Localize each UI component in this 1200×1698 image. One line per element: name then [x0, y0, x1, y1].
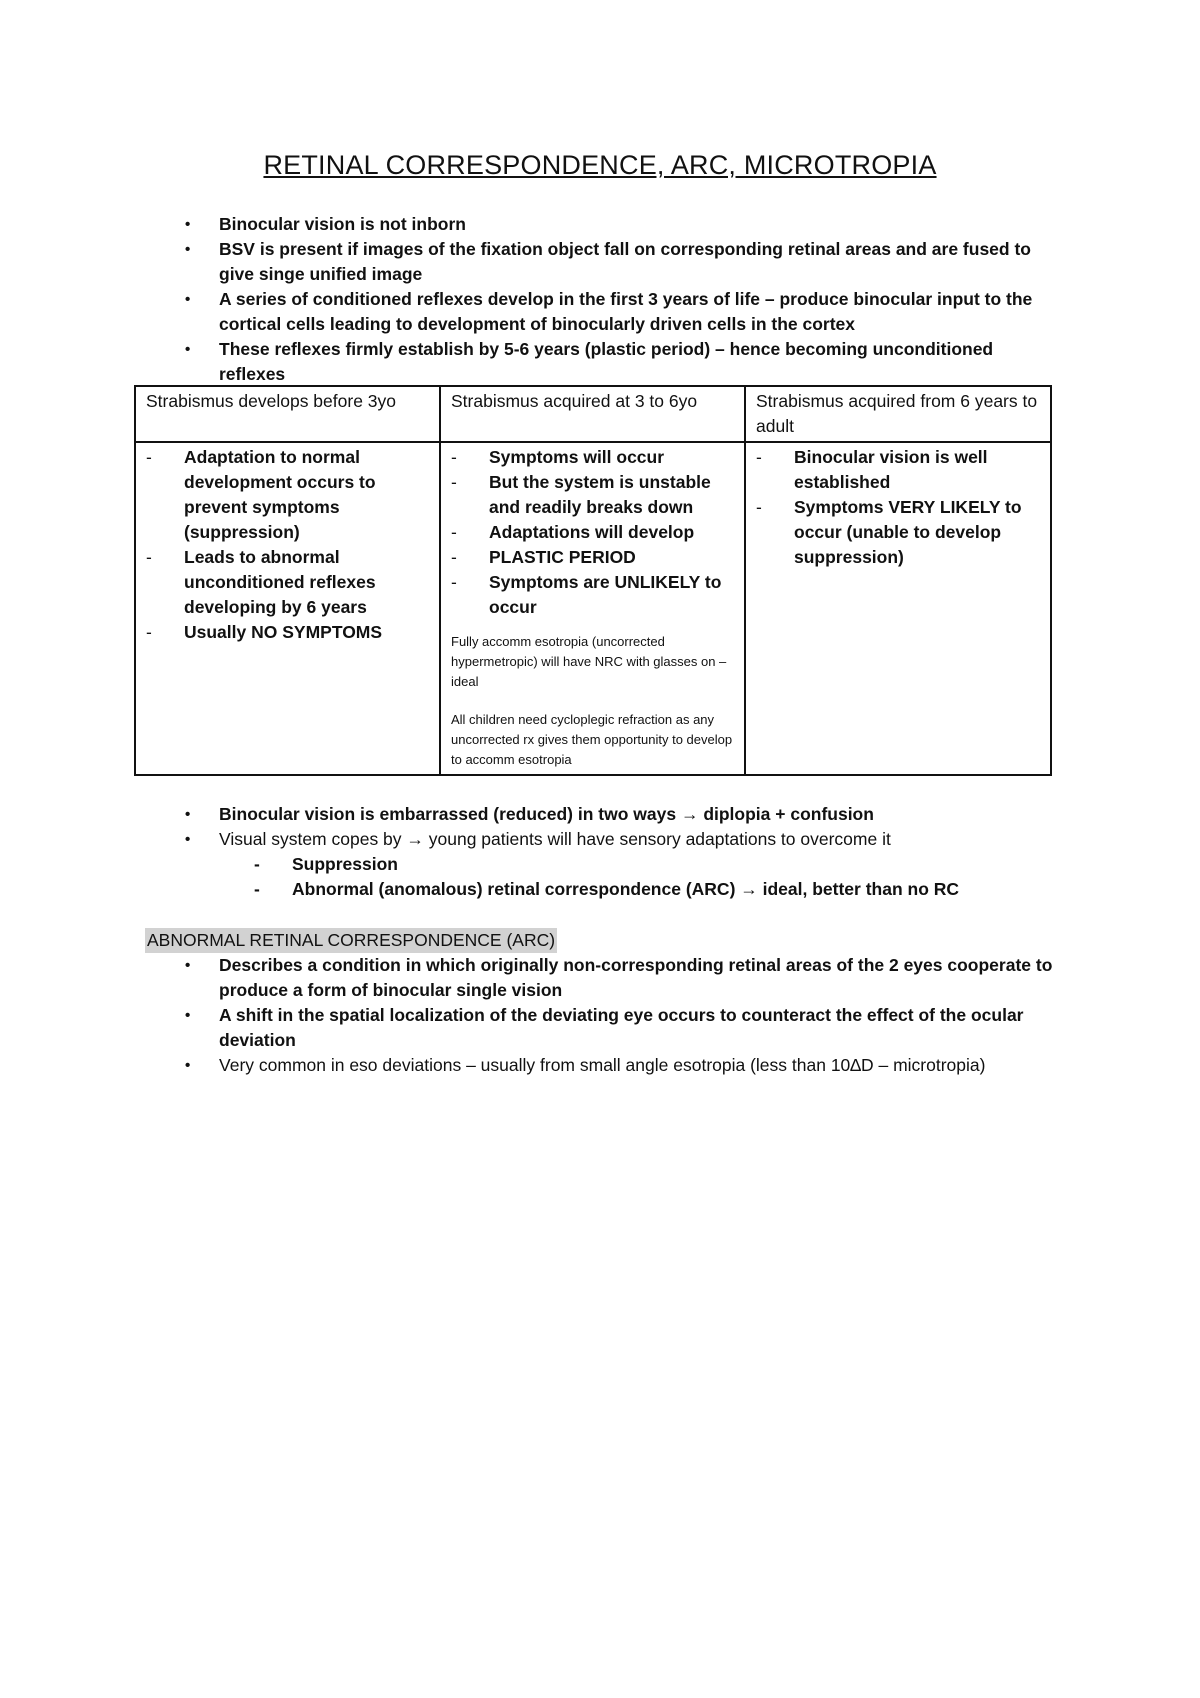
bullet-icon: • — [185, 241, 191, 258]
table-header-cell: Strabismus develops before 3yo — [135, 386, 440, 442]
arc-section-heading: ABNORMAL RETINAL CORRESPONDENCE (ARC) — [145, 928, 557, 953]
list-item: • Visual system copes by → young patients will have sensory adaptations to overcome it — [0, 827, 1200, 852]
list-item: • Binocular vision is embarrassed (reduced) in two ways → diplopia + confusion — [0, 802, 1200, 827]
list-item: • Binocular vision is not inborn — [0, 212, 1200, 237]
list-item: - Leads to abnormal unconditioned reflexes developing by 6 years — [146, 547, 376, 617]
table-cell-6-to-adult — [745, 442, 1051, 775]
arrow-icon: → — [406, 829, 424, 849]
bullet-icon: • — [185, 806, 191, 823]
cell-list — [756, 445, 1040, 570]
list-item: - Binocular vision is well established — [756, 447, 988, 492]
list-item: - But the system is unstable and readily breaks down — [451, 472, 711, 517]
bullet-icon: • — [185, 341, 191, 358]
list-item: - Abnormal (anomalous) retinal correspondence (ARC) → ideal, better than no RC — [254, 879, 960, 899]
list-item: • A shift in the spatial localization of the deviating eye occurs to counteract the effect of the ocular deviation — [185, 1005, 1024, 1050]
list-item: - Symptoms VERY LIKELY to occur (unable to develop suppression) — [756, 497, 1022, 567]
intro-bullet-list — [0, 212, 1200, 387]
table-cell-3-to-6yo — [440, 442, 745, 775]
cell-list — [146, 445, 429, 645]
list-item: - Adaptation to normal development occurs to prevent symptoms (suppression) — [146, 447, 376, 542]
table-cell-before-3yo — [135, 442, 440, 775]
list-item: - Symptoms are UNLIKELY to occur — [451, 572, 722, 617]
list-item: - Adaptations will develop — [451, 522, 695, 542]
arrow-icon: → — [740, 879, 758, 899]
bullet-icon: • — [185, 216, 191, 233]
table-note: All children need cycloplegic refraction as any uncorrected rx gives them opportunity to develop to accomm esotropia — [451, 712, 733, 767]
table-header-row — [135, 386, 1051, 442]
list-item: - Usually NO SYMPTOMS — [146, 622, 383, 642]
bullet-icon: • — [185, 957, 191, 974]
list-item: - Symptoms will occur — [451, 447, 665, 467]
bullet-icon: • — [185, 831, 191, 848]
strabismus-age-table — [134, 385, 1052, 776]
bullet-icon: • — [185, 1007, 191, 1024]
table-row — [135, 442, 1051, 775]
arrow-icon: → — [680, 804, 699, 824]
table-note: Fully accomm esotropia (uncorrected hypermetropic) will have NRC with glasses on – ideal — [451, 634, 727, 689]
middle-bullet-list — [0, 802, 1200, 852]
list-item: • Very common in eso deviations – usually from small angle esotropia (less than 10∆D – microtropia) — [0, 1053, 1200, 1078]
list-item: - PLASTIC PERIOD — [451, 547, 636, 567]
list-item: • BSV is present if images of the fixation object fall on corresponding retinal areas and are fused to give singe unified image — [185, 239, 1031, 284]
list-item: • These reflexes firmly establish by 5-6 years (plastic period) – hence becoming unconditioned reflexes — [185, 339, 994, 384]
bullet-icon: • — [185, 291, 191, 308]
list-item: • Describes a condition in which originally non-corresponding retinal areas of the 2 eyes cooperate to produce a form of binocular single vision — [185, 955, 1053, 1000]
bullet-icon: • — [185, 1057, 191, 1074]
table-header-cell: Strabismus acquired at 3 to 6yo — [440, 386, 745, 442]
arc-bullet-list — [0, 953, 1200, 1078]
list-item: • A series of conditioned reflexes develop in the first 3 years of life – produce binocular input to the cortical cells leading to development of binocularly driven cells in the cortex — [185, 289, 1033, 334]
table-header-cell: Strabismus acquired from 6 years to adult — [745, 386, 1051, 442]
sub-item-list — [0, 852, 1200, 902]
list-item: - Suppression — [254, 854, 398, 874]
cell-list — [451, 445, 734, 620]
page-title: RETINAL CORRESPONDENCE, ARC, MICROTROPIA — [263, 150, 937, 180]
